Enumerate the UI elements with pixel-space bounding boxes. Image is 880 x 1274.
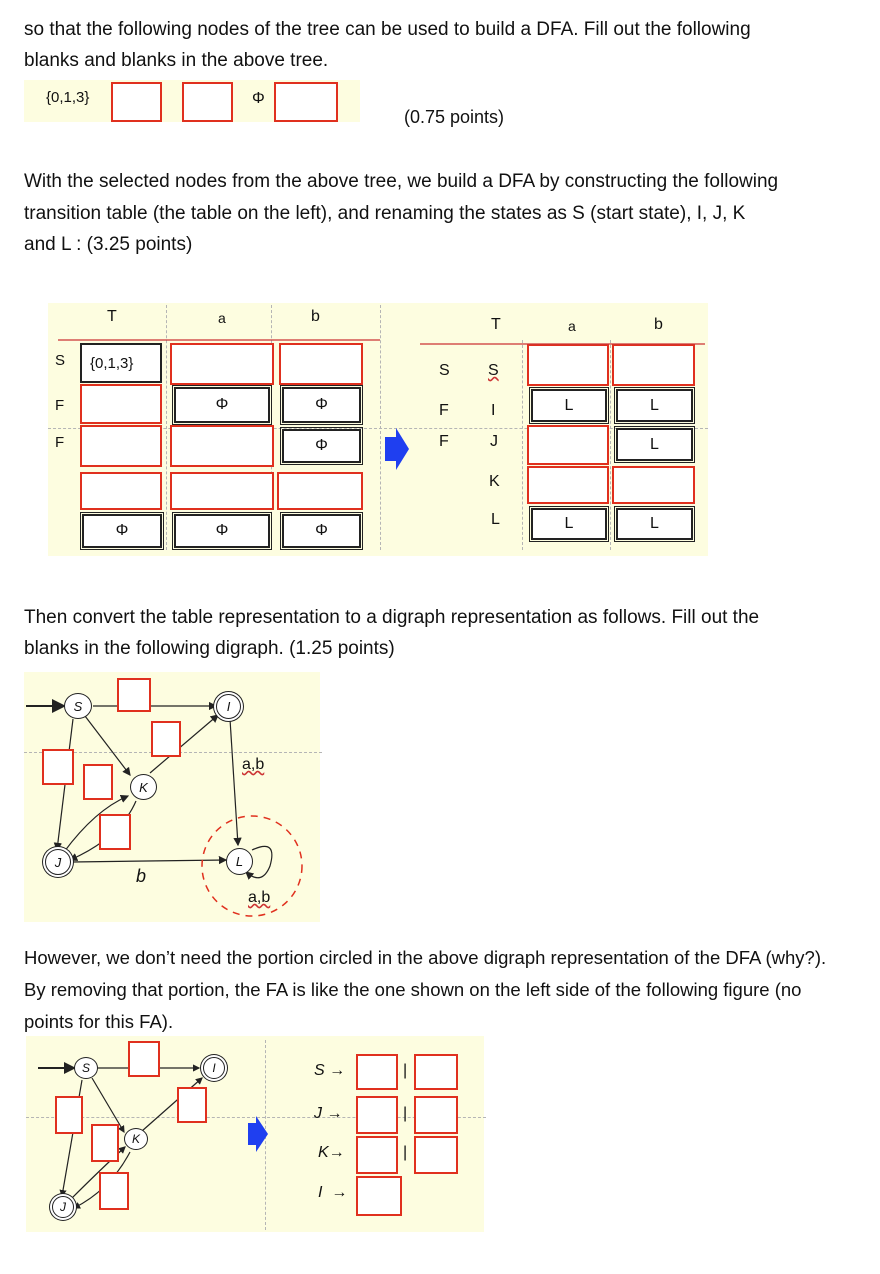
left-b-phi-2: Φ: [282, 387, 361, 423]
right-a-i: L: [531, 389, 607, 422]
intro-line-2: blanks and blanks in the above tree.: [24, 50, 329, 71]
digraph2-blank-s-j[interactable]: [55, 1096, 83, 1134]
right-state-i: I: [491, 402, 496, 419]
right-mark-f2: F: [439, 433, 449, 450]
row-mark-f1: F: [55, 397, 65, 414]
row-s-label: S →: [314, 1062, 346, 1079]
left-a-phi-5: Φ: [174, 514, 270, 548]
list-blank-s-b[interactable]: [414, 1054, 458, 1090]
state2-i: I: [203, 1057, 225, 1079]
para3-line-1: Then convert the table representation to a digraph representation as follows. Fill out the: [24, 607, 760, 628]
node-set-label: {0,1,3}: [46, 89, 90, 106]
state-s: S: [64, 693, 92, 719]
state-i: I: [216, 694, 241, 719]
state-k: K: [130, 774, 157, 800]
state-l: L: [226, 848, 253, 875]
right-mark-f1: F: [439, 402, 449, 419]
right-arrow-icon-2: [248, 1116, 268, 1152]
state-j: J: [45, 849, 71, 875]
left-t-phi-5: Φ: [82, 514, 162, 548]
intro-line-1: so that the following nodes of the tree can be used to build a DFA. Fill out the following: [24, 19, 751, 40]
list-blank-k-b[interactable]: [414, 1136, 458, 1174]
list-blank-j-b[interactable]: [414, 1096, 458, 1134]
right-state-l: L: [491, 511, 500, 528]
para4-line-1: However, we don’t need the portion circled in the above digraph representation of the DFA (why?).: [24, 947, 827, 968]
right-state-j: J: [490, 433, 498, 450]
list-blank-s-a[interactable]: [356, 1054, 398, 1090]
digraph2-blank-k-i[interactable]: [177, 1087, 207, 1123]
right-header-b: b: [654, 316, 663, 333]
label-b: b: [136, 866, 147, 886]
para2-line-3: and L : (3.25 points): [24, 234, 193, 255]
right-mark-s: S: [439, 362, 450, 379]
left-b-phi-3: Φ: [282, 429, 361, 463]
left-header-t: T: [107, 308, 117, 325]
label-ab-top: a,b: [242, 756, 265, 773]
list-blank-k-a[interactable]: [356, 1136, 398, 1174]
para3-line-2: blanks in the following digraph. (1.25 points): [24, 638, 395, 659]
para4-line-3: points for this FA).: [24, 1011, 174, 1032]
node-phi-label: Φ: [252, 90, 265, 107]
list-bar-k: |: [403, 1144, 408, 1161]
list-blank-j-a[interactable]: [356, 1096, 398, 1134]
row-i-label: I →: [318, 1184, 348, 1201]
right-header-a: a: [568, 318, 576, 334]
para2-line-1: With the selected nodes from the above tree, we build a DFA by constructing the following: [24, 171, 779, 192]
row-k-label: K→: [318, 1144, 345, 1161]
para4-line-2: By removing that portion, the FA is like the one shown on the left side of the following figure (no: [24, 979, 802, 1000]
right-b-j: L: [616, 428, 693, 461]
state2-s: S: [74, 1057, 98, 1079]
row-j-label: J →: [314, 1105, 343, 1122]
digraph2-blank-j-k[interactable]: [99, 1172, 129, 1210]
state2-k: K: [124, 1128, 148, 1150]
right-b-l: L: [616, 508, 693, 540]
para2-line-2: transition table (the table on the left), and renaming the states as S (start state), I, J, K: [24, 203, 746, 224]
list-bar-j: |: [403, 1105, 408, 1122]
digraph2-blank-s-i[interactable]: [128, 1041, 160, 1077]
list-bar-s: |: [403, 1062, 408, 1079]
left-b-phi-5: Φ: [282, 514, 361, 548]
state2-j: J: [52, 1196, 74, 1218]
right-b-i: L: [616, 389, 693, 422]
left-a-phi-2: Φ: [174, 387, 270, 423]
row-mark-s: S: [55, 352, 66, 369]
intro-points: (0.75 points): [404, 107, 505, 127]
left-t-cell-1: {0,1,3}: [80, 343, 162, 383]
list-blank-i-a[interactable]: [356, 1176, 402, 1216]
right-state-k: K: [489, 473, 500, 490]
left-header-a: a: [218, 310, 226, 326]
label-ab-loop: a,b: [248, 889, 271, 906]
right-a-l: L: [531, 508, 607, 540]
row-mark-f2: F: [55, 434, 65, 451]
digraph2-blank-s-k[interactable]: [91, 1124, 119, 1162]
right-header-t: T: [491, 316, 501, 333]
right-state-s: S: [488, 362, 499, 379]
left-header-b: b: [311, 308, 320, 325]
